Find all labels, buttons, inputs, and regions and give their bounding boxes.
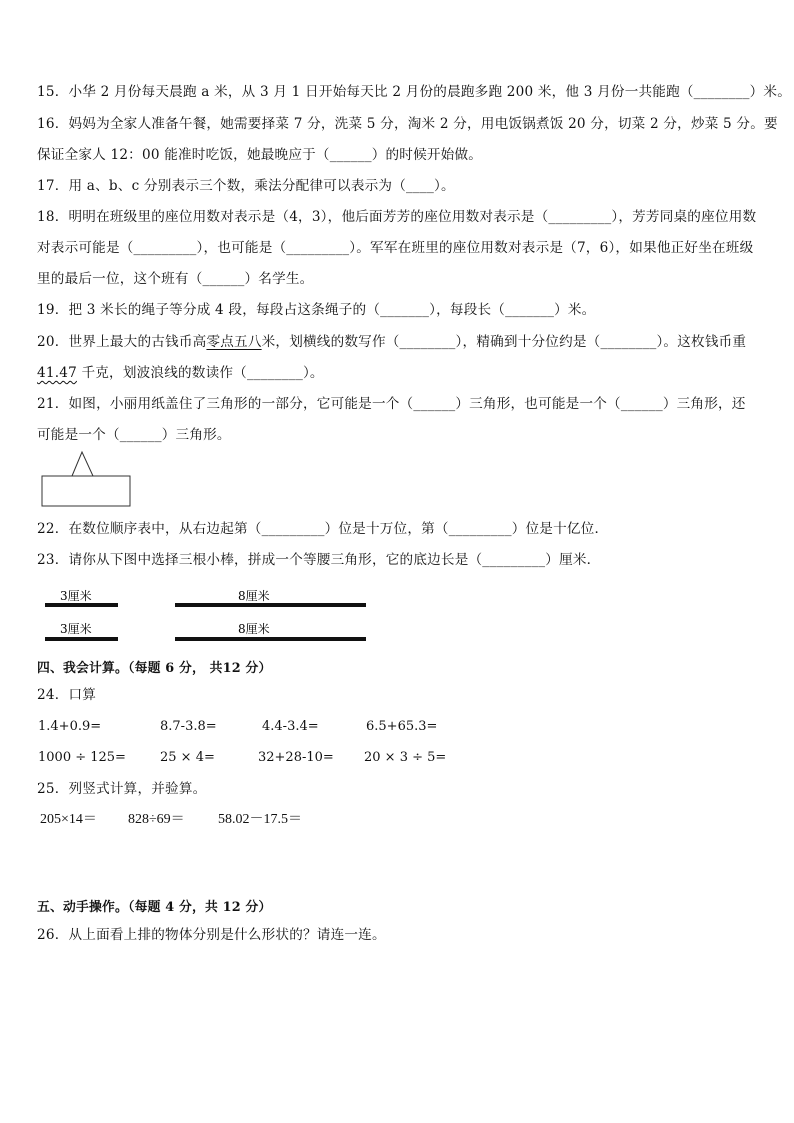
question-25-title: 25．列竖式计算，并验算。	[37, 781, 207, 797]
question-18-line-2: 对表示可能是（_________），也可能是（_________）。军军在班里的座位用数对表示是（7，6），如果他正好坐在班级	[37, 240, 754, 256]
triangle-tip	[72, 452, 93, 476]
oral-calc-1-1: 1.4+0.9=	[38, 719, 102, 734]
oral-calc-1-3: 4.4-3.4=	[262, 719, 319, 734]
oral-calc-2-2: 25 × 4=	[160, 750, 215, 765]
question-21-line-2: 可能是一个（______）三角形。	[37, 427, 231, 443]
vertical-calc-2: 828÷69＝	[128, 812, 185, 827]
stick-label-long-bottom: 8厘米	[238, 622, 270, 636]
question-20-line-1	[37, 332, 746, 352]
question-26: 26．从上面看上排的物体分别是什么形状的？请连一连。	[37, 927, 386, 943]
oral-calc-2-4: 20 × 3 ÷ 5=	[364, 750, 447, 765]
oral-calc-1-2: 8.7-3.8=	[160, 719, 217, 734]
stick-short-top	[45, 603, 118, 607]
oral-calc-2-3: 32+28-10=	[258, 750, 334, 765]
q20-text-c: 千克，划波浪线的数读作（________）。	[76, 365, 324, 381]
stick-long-bottom	[175, 637, 366, 641]
q20-text-a: 20．世界上最大的古钱币高	[37, 334, 207, 350]
question-22: 22．在数位顺序表中，从右边起第（_________）位是十万位，第（_________）位是十亿位．	[37, 521, 609, 537]
question-23: 23．请你从下图中选择三根小棒，拼成一个等腰三角形，它的底边长是（_________）厘米．	[37, 552, 601, 568]
question-18-line-3: 里的最后一位，这个班有（______）名学生。	[37, 271, 314, 287]
q20-text-b: 米，划横线的数写作（________），精确到十分位约是（________）。这枚钱币重	[261, 334, 747, 350]
question-15: 15．小华 2 月份每天晨跑 a 米，从 3 月 1 日开始每天比 2 月份的晨跑多跑 200 米，他 3 月份一共能跑（________）米。	[37, 84, 792, 100]
stick-label-short-bottom: 3厘米	[60, 622, 92, 636]
paper-cover-rectangle	[42, 476, 130, 506]
question-16-line-2: 保证全家人 12：00 能准时吃饭，她最晚应于（______）的时候开始做。	[37, 147, 483, 163]
q20-wavy-number: 41.47	[37, 365, 77, 381]
question-24-title: 24．口算	[37, 687, 97, 703]
oral-calc-1-4: 6.5+65.3=	[366, 719, 438, 734]
oral-calc-2-1: 1000 ÷ 125=	[38, 750, 126, 765]
section-5-heading: 五、动手操作。（每题 4 分，共 12 分）	[37, 900, 272, 915]
q20-underlined-number: 零点五八	[206, 334, 262, 350]
question-18-line-1: 18．明明在班级里的座位用数对表示是（4，3），他后面芳芳的座位用数对表示是（_________），芳芳同桌的座位用数	[37, 209, 757, 225]
vertical-calc-1: 205×14＝	[40, 812, 97, 827]
stick-short-bottom	[45, 637, 118, 641]
question-16-line-1: 16．妈妈为全家人准备午餐，她需要择菜 7 分，洗菜 5 分，淘米 2 分，用电饭锅煮饭 20 分，切菜 2 分，炒菜 5 分。要	[37, 116, 778, 132]
stick-long-top	[175, 603, 366, 607]
stick-label-short-top: 3厘米	[60, 589, 92, 603]
stick-label-long-top: 8厘米	[238, 589, 270, 603]
question-19: 19．把 3 米长的绳子等分成 4 段，每段占这条绳子的（_______），每段长（_______）米。	[37, 302, 596, 318]
section-4-heading: 四、我会计算。（每题 6 分， 共12 分）	[37, 661, 272, 676]
vertical-calc-3: 58.02－17.5＝	[218, 812, 302, 827]
question-20-line-2	[37, 363, 324, 383]
question-17: 17．用 a、b、c 分别表示三个数，乘法分配律可以表示为（____）。	[37, 178, 455, 194]
question-21-line-1: 21．如图，小丽用纸盖住了三角形的一部分，它可能是一个（______）三角形，也可能是一个（______）三角形，还	[37, 396, 746, 412]
